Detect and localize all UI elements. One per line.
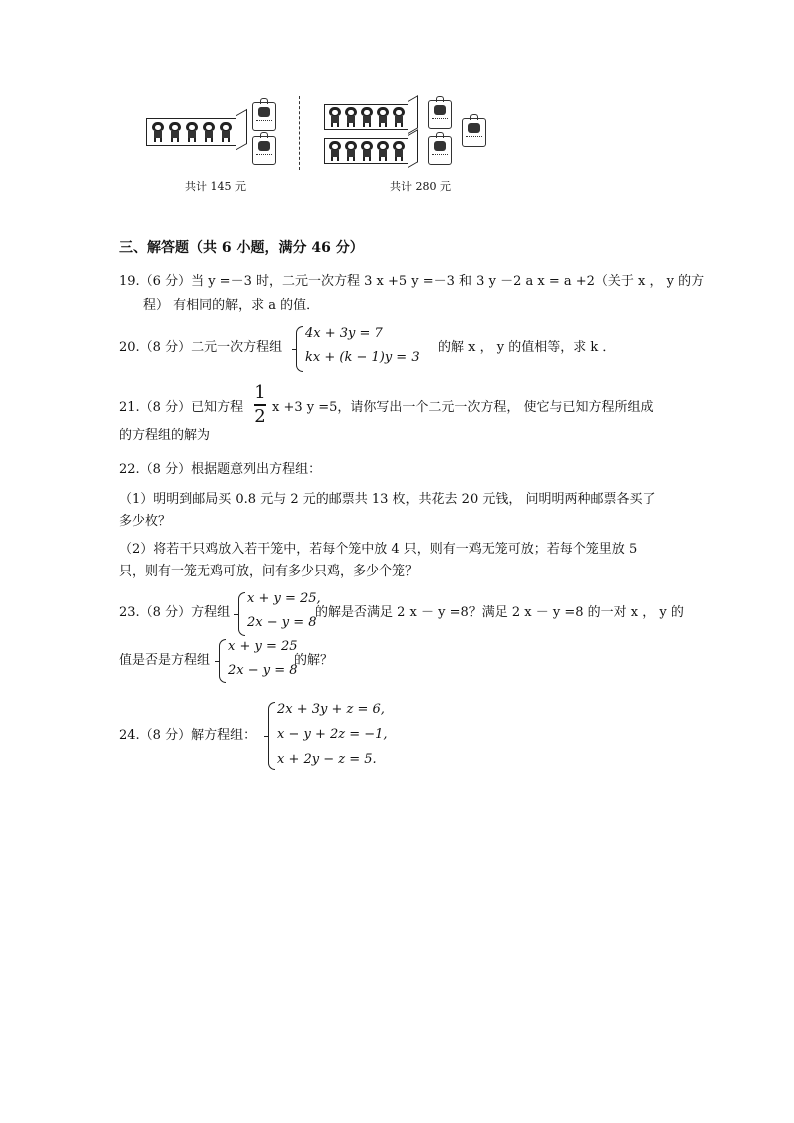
keychain-right-2 [462,118,486,147]
q22-intro: 22.（8 分）根据题意列出方程组： [119,462,322,477]
q24-eq1: 2x + 3y + z = 6, [277,702,385,717]
q23-brace-1 [238,592,245,636]
q21-fraction [252,384,268,426]
q19-line2: 程） 有相同的解，求 a 的值． [143,298,320,313]
keychain-right-3 [428,136,452,165]
mascot-box-left [146,118,240,146]
fraction-denominator: 2 [254,405,266,427]
q21-prefix: 21.（8 分）已知方程 [119,400,244,415]
q22-part2-line2: 只，则有一笼无鸡可放，问有多少只鸡，多少个笼？ [119,564,419,579]
q21-line2: 的方程组的解为 [119,428,211,443]
q21-rest: x +3 y =5，请你写出一个二元一次方程， 使它与已知方程所组成 [272,400,654,415]
q24-eq3: x + 2y − z = 5. [277,752,377,767]
q22-part1-line1: （1）明明到邮局买 0.8 元与 2 元的邮票共 13 枚，共花去 20 元钱， 问明明两种邮票各买了 [119,492,656,507]
dashed-divider [299,96,300,170]
box-depth-right-2 [408,129,418,168]
q24-brace [268,702,275,770]
q22-part2-line1: （2）将若干只鸡放入若干笼中，若每个笼中放 4 只，则有一鸡无笼可放；若每个笼里放 5 [119,542,638,557]
q20-suffix: 的解 x ， y 的值相等，求 k ． [438,340,616,355]
q19-line1: 19.（6 分）当 y =－3 时，二元一次方程 3 x +5 y =－3 和 3 y －2 a x = a +2（关于 x ， y 的方 [119,274,705,289]
q20-eq1: 4x + 3y = 7 [305,326,383,341]
price-figure [140,92,500,200]
left-caption: 共计 145 元 [185,180,246,193]
q23-eq1: x + y = 25, [247,591,321,606]
q23-mid: 的解是否满足 2 x － y =8？满足 2 x － y =8 的一对 x ， y 的 [315,605,684,620]
right-caption: 共计 280 元 [390,180,451,193]
q23-brace-2 [219,639,226,683]
q23-line2-prefix: 值是否是方程组 [119,653,211,668]
q20-prefix: 20.（8 分）二元一次方程组 [119,340,283,355]
mascot-box-right-1 [324,104,412,130]
q24-prefix: 24.（8 分）解方程组： [119,728,257,743]
q22-part1-line2: 多少枚？ [119,514,172,529]
mascot-box-right-2 [324,138,412,164]
q20-eq2: kx + (k − 1)y = 3 [305,350,420,365]
section-title: 三、解答题（共 6 小题，满分 46 分） [119,240,364,256]
q23-eq2: 2x − y = 8 [247,615,317,630]
q23-eq4: 2x − y = 8 [228,663,298,678]
box-depth-right-1 [408,95,418,134]
q23-line2-suffix: 的解？ [294,653,334,668]
keychain-left-1 [252,102,276,131]
q20-brace [296,326,303,372]
keychain-left-2 [252,136,276,165]
q24-eq2: x − y + 2z = −1, [277,727,388,742]
q23-eq3: x + y = 25 [228,639,298,654]
box-depth-left [236,109,247,150]
keychain-right-1 [428,100,452,129]
q23-prefix: 23.（8 分）方程组 [119,605,231,620]
fraction-numerator: 1 [254,382,266,403]
